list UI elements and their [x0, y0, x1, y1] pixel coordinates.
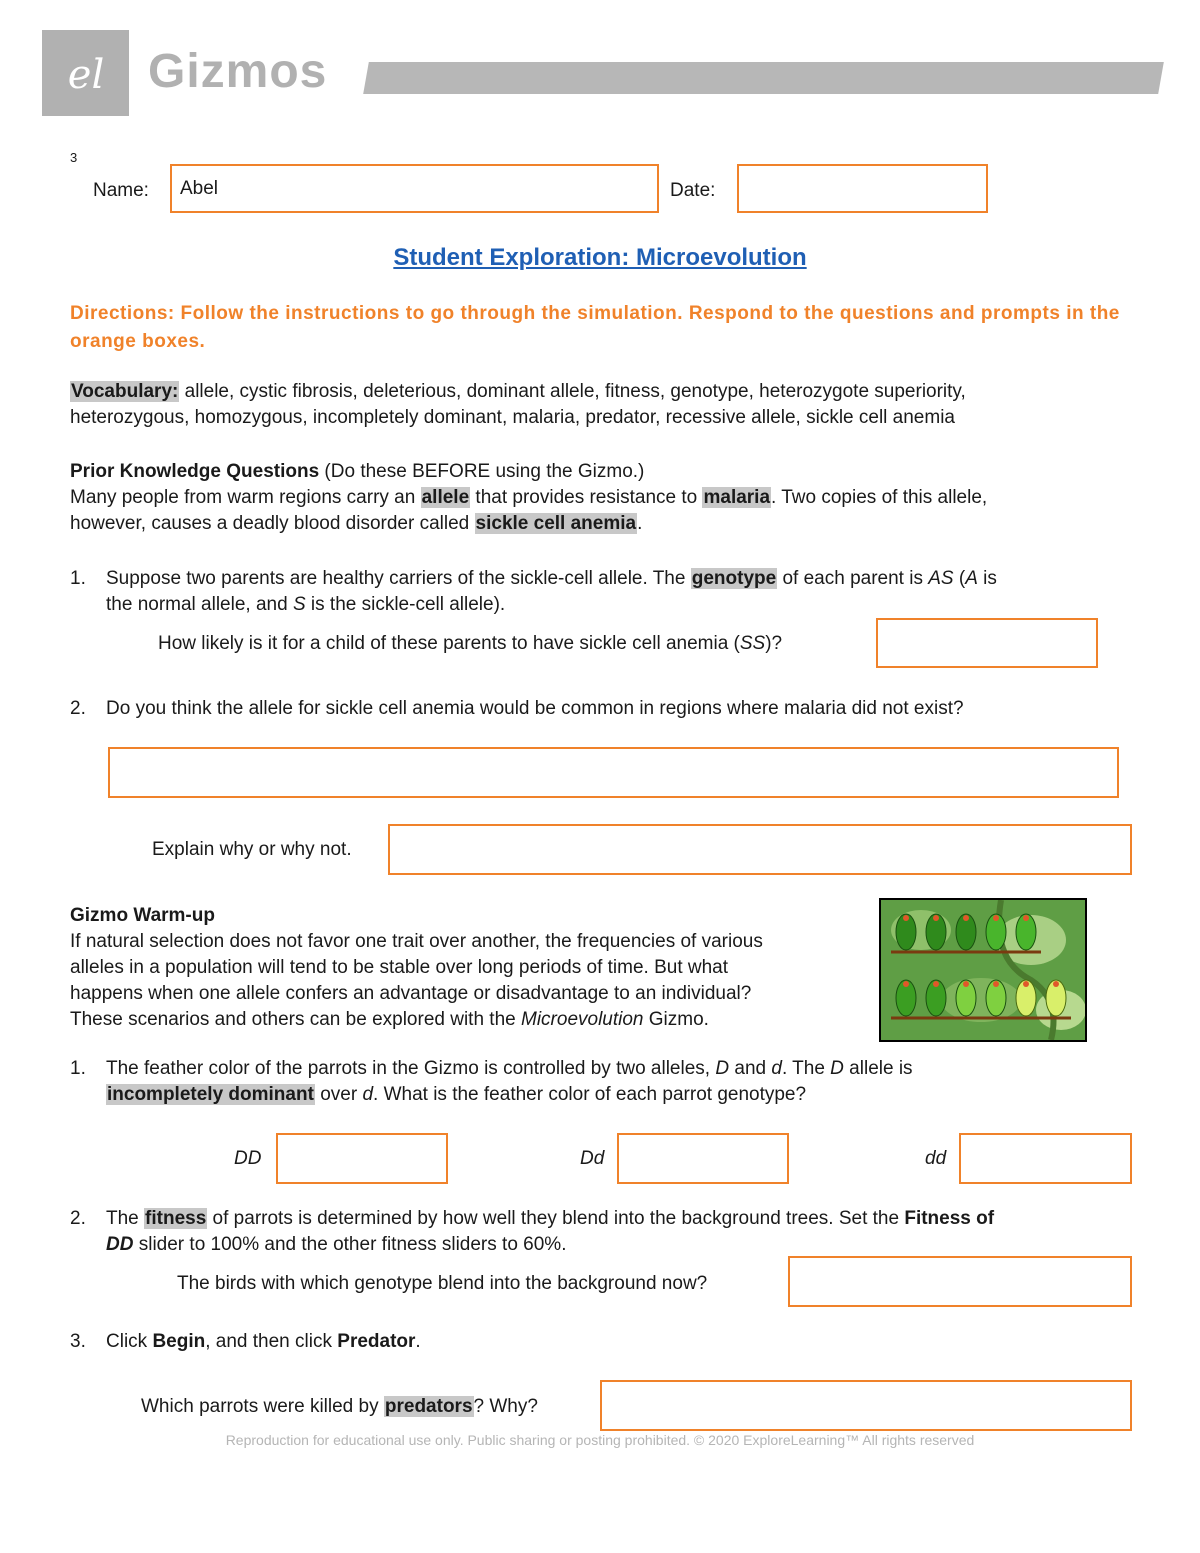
warmup-text: Gizmo.	[643, 1009, 709, 1030]
warmup-q3-answer-box	[600, 1380, 1132, 1431]
warmup-intro	[70, 903, 870, 1033]
brand-name: Gizmos	[148, 45, 328, 98]
q-text: of each parent is	[777, 568, 929, 589]
header-bar	[363, 62, 1164, 94]
prior-q1-answer-box	[876, 618, 1098, 668]
term-malaria: malaria	[703, 487, 771, 508]
prior-q1-text	[106, 566, 997, 618]
page-number: 3	[70, 150, 78, 165]
q-text: The	[106, 1208, 145, 1229]
prior-text: . Two copies of this allele,	[771, 487, 988, 508]
q-text: is the sickle-cell allele).	[305, 594, 506, 615]
vocabulary-label: Vocabulary:	[71, 381, 179, 402]
date-field-box	[737, 164, 988, 213]
q-text: of parrots is determined by how well they blend into the background trees. Set the	[207, 1208, 905, 1229]
q-text: ? Why?	[473, 1396, 538, 1417]
q-text: S	[292, 594, 306, 615]
warmup-q3-number: 3.	[70, 1331, 86, 1352]
prior-text: however, causes a deadly blood disorder called	[70, 513, 475, 534]
q-text: over	[314, 1084, 363, 1105]
q-text: allele is	[843, 1058, 913, 1079]
q-text: d	[771, 1058, 782, 1079]
q-text: Begin	[152, 1331, 206, 1352]
genotype-dd-mixed-label: Dd	[580, 1148, 605, 1169]
term-fitness: fitness	[145, 1208, 207, 1229]
warmup-q2-text	[106, 1206, 994, 1258]
warmup-q3-text	[106, 1329, 421, 1355]
q-text: d	[362, 1084, 374, 1105]
genotype-dd-mixed-box	[617, 1133, 789, 1184]
prior-q1-answer[interactable]	[878, 620, 1096, 666]
q-text: SS	[739, 633, 766, 654]
warmup-text: Microevolution	[521, 1009, 644, 1030]
prior-q2-explain-label: Explain why or why not.	[152, 839, 352, 860]
warmup-q1-number: 1.	[70, 1058, 86, 1079]
genotype-dd-lower-box	[959, 1133, 1132, 1184]
prior-q1-prompt	[158, 631, 782, 657]
name-label: Name:	[93, 180, 149, 201]
svg-text:el: el	[67, 52, 105, 98]
prior-q2-number: 2.	[70, 698, 86, 719]
prior-text: Many people from warm regions carry an	[70, 487, 421, 508]
q-text: . What is the feather color of each parrot genotype?	[373, 1084, 807, 1105]
term-incompletely-dominant: incompletely dominant	[107, 1084, 314, 1105]
genotype-dd-mixed-answer[interactable]	[619, 1135, 787, 1182]
genotype-dd-upper-box	[276, 1133, 448, 1184]
logo-mark-icon	[42, 30, 129, 116]
prior-knowledge	[70, 459, 1150, 537]
q-text: Predator	[337, 1331, 416, 1352]
prior-heading: Prior Knowledge Questions	[70, 461, 320, 482]
warmup-q2-answer[interactable]	[790, 1258, 1130, 1305]
warmup-q1-text	[106, 1056, 913, 1108]
q-text: DD	[106, 1234, 134, 1255]
q-text: A	[965, 568, 978, 589]
prior-text: .	[637, 513, 643, 534]
footer-copyright: Reproduction for educational use only. Public sharing or posting prohibited. © 2020 ExploreLearning™ All rights reserved	[225, 1432, 975, 1448]
name-field-box	[170, 164, 659, 213]
warmup-q2-prompt: The birds with which genotype blend into the background now?	[177, 1273, 708, 1294]
q-text: slider to 100% and the other fitness sliders to 60%.	[133, 1234, 567, 1255]
q-text: and	[729, 1058, 772, 1079]
q-text: the normal allele, and	[106, 594, 293, 615]
q-text: . The	[781, 1058, 831, 1079]
date-label: Date:	[670, 180, 716, 201]
genotype-dd-lower-label: dd	[925, 1148, 947, 1169]
directions-text: Directions: Follow the instructions to go through the simulation. Respond to the questions and prompts in the orange boxes.	[70, 303, 1120, 352]
genotype-dd-upper-label: DD	[234, 1148, 262, 1169]
warmup-q2-number: 2.	[70, 1208, 86, 1229]
q-text: AS	[928, 568, 954, 589]
q-text: The feather color of the parrots in the Gizmo is controlled by two alleles,	[106, 1058, 716, 1079]
prior-q1-number: 1.	[70, 568, 86, 589]
warmup-heading: Gizmo Warm-up	[70, 905, 215, 926]
prior-q2-answer[interactable]	[110, 749, 1117, 796]
q-text: (	[953, 568, 966, 589]
q-text: How likely is it for a child of these parents to have sickle cell anemia (	[158, 633, 740, 654]
q-text: Fitness of	[904, 1208, 995, 1229]
genotype-dd-lower-answer[interactable]	[961, 1135, 1130, 1182]
prior-q2-answer-box	[108, 747, 1119, 798]
warmup-q3-prompt	[141, 1394, 538, 1420]
q-text: D	[830, 1058, 844, 1079]
prior-heading-note: (Do these BEFORE using the Gizmo.)	[319, 461, 645, 482]
prior-q2-explain-answer[interactable]	[390, 826, 1130, 873]
term-genotype: genotype	[691, 568, 777, 589]
vocabulary-line-1: allele, cystic fibrosis, deleterious, dominant allele, fitness, genotype, heterozygote superiority,	[179, 381, 966, 402]
q-text: )?	[765, 633, 783, 654]
date-field[interactable]	[739, 166, 986, 211]
warmup-text: If natural selection does not favor one trait over another, the frequencies of various	[70, 931, 763, 952]
warmup-q3-answer[interactable]	[602, 1382, 1130, 1429]
q-text: .	[415, 1331, 421, 1352]
warmup-q2-answer-box	[788, 1256, 1132, 1307]
prior-text: that provides resistance to	[470, 487, 703, 508]
q-text: D	[715, 1058, 730, 1079]
parrots-image	[879, 898, 1087, 1042]
q-text: Which parrots were killed by	[141, 1396, 384, 1417]
term-sickle-cell-anemia: sickle cell anemia	[475, 513, 637, 534]
vocabulary	[70, 379, 1150, 431]
q-text: , and then click	[205, 1331, 338, 1352]
q-text: Suppose two parents are healthy carriers of the sickle-cell allele. The	[106, 568, 691, 589]
warmup-text: These scenarios and others can be explored with the	[70, 1009, 521, 1030]
name-field[interactable]	[172, 166, 657, 211]
warmup-text: happens when one allele confers an advantage or disadvantage to an individual?	[70, 983, 752, 1004]
q-text: Click	[106, 1331, 153, 1352]
parrots-illustration-icon	[881, 900, 1085, 1040]
warmup-text: alleles in a population will tend to be stable over long periods of time. But what	[70, 957, 729, 978]
vocabulary-line-2: heterozygous, homozygous, incompletely dominant, malaria, predator, recessive allele, sickle cell anemia	[70, 407, 955, 428]
term-allele: allele	[421, 487, 470, 508]
explorelearning-logo	[42, 30, 129, 116]
term-predators: predators	[384, 1396, 473, 1417]
prior-q2-text: Do you think the allele for sickle cell anemia would be common in regions where malaria did not exist?	[106, 698, 964, 719]
prior-q2-explain-box	[388, 824, 1132, 875]
genotype-dd-upper-answer[interactable]	[278, 1135, 446, 1182]
page-title: Student Exploration: Microevolution	[393, 244, 807, 271]
q-text: is	[977, 568, 997, 589]
